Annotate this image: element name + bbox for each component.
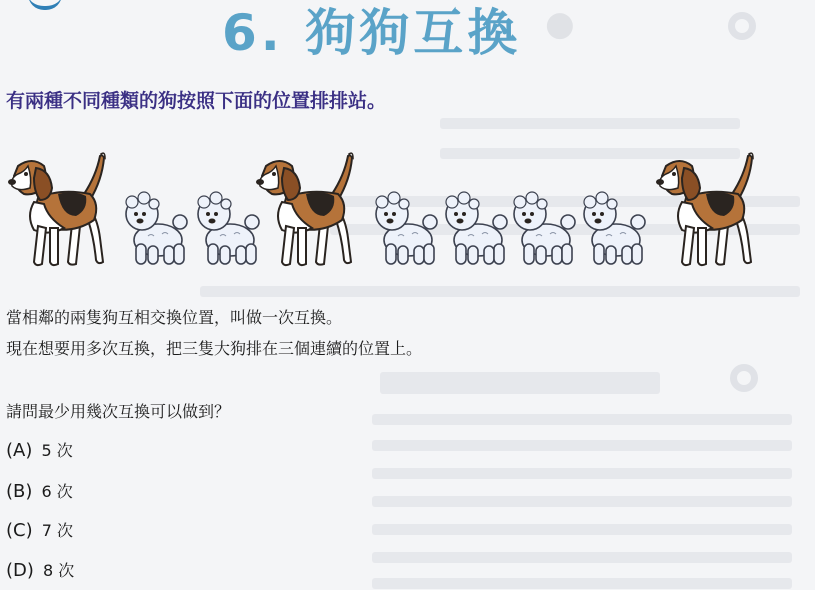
show-through-circle (730, 364, 758, 392)
option-c[interactable] (6, 518, 73, 541)
show-through-bar (372, 578, 792, 589)
dog-row (4, 150, 764, 270)
goal-text: 現在想要用多次互換，把三隻大狗排在三個連續的位置上。 (6, 339, 423, 358)
option-a[interactable] (6, 438, 73, 461)
beagle-dog (8, 153, 105, 265)
poodle-dog (446, 192, 507, 264)
corner-swoosh (28, 0, 62, 10)
beagle-dog (656, 153, 753, 265)
show-through-bar (372, 496, 792, 507)
beagle-dog (256, 153, 353, 265)
option-d[interactable] (6, 558, 74, 581)
show-through-bar (200, 286, 800, 297)
poodle-dog (126, 192, 187, 264)
option-text: 8 次 (43, 561, 75, 580)
show-through-bar (372, 468, 792, 479)
option-text: 5 次 (41, 441, 73, 460)
poodle-dog (376, 192, 437, 264)
show-through-bar (380, 372, 660, 394)
show-through-bar (372, 524, 792, 535)
show-through-bar (372, 414, 792, 425)
poodle-dog (514, 192, 575, 264)
option-letter: (A) (6, 440, 33, 461)
show-through-bar (372, 440, 792, 451)
option-text: 6 次 (41, 482, 73, 501)
option-letter: (C) (6, 520, 33, 541)
show-through-bar (372, 552, 792, 563)
option-text: 7 次 (41, 521, 73, 540)
option-letter: (B) (6, 481, 33, 502)
show-through-decoration: ● (545, 4, 581, 44)
show-through-circle (728, 12, 756, 40)
poodle-dog (198, 192, 259, 264)
option-b[interactable] (6, 479, 73, 502)
option-letter: (D) (6, 560, 34, 581)
question-text: 請問最少用幾次互換可以做到？ (6, 402, 231, 421)
show-through-bar (440, 118, 740, 129)
dog-row-illustration (4, 150, 764, 270)
intro-text: 有兩種不同種類的狗按照下面的位置排排站。 (6, 90, 387, 112)
poodle-dog (584, 192, 645, 264)
page-title: 6. 狗狗互換 (222, 4, 522, 62)
rule-text: 當相鄰的兩隻狗互相交換位置，叫做一次互換。 (6, 308, 343, 327)
